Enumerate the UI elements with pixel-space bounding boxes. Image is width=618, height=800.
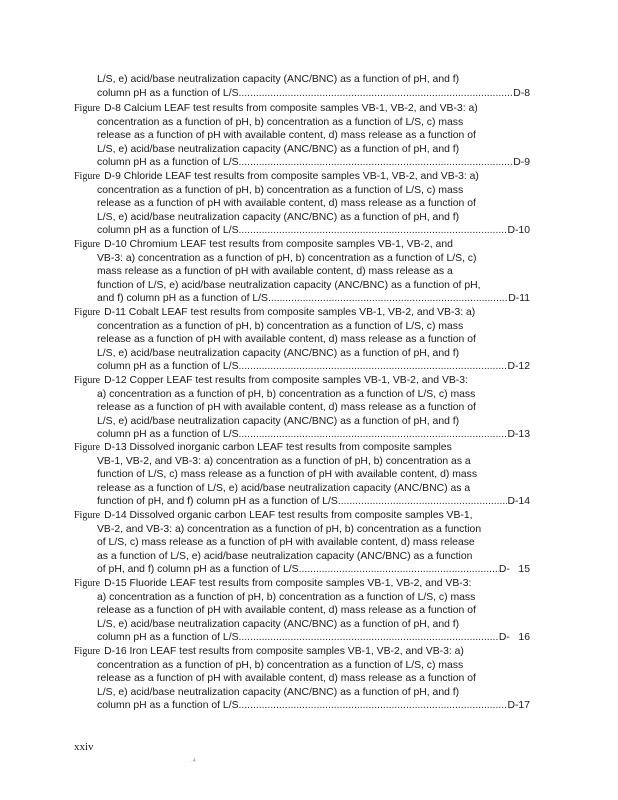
page-ref: D-12 <box>507 361 530 373</box>
toc-entry-line <box>97 415 459 428</box>
toc-entry-line <box>97 292 530 305</box>
toc-entry-text: D-11 Cobalt LEAF test results from composite samples VB-1, VB-2, and VB-3: a) <box>104 307 476 318</box>
dot-leader <box>338 495 508 508</box>
toc-entry-text: VB-3: a) concentration as a function of pH, b) concentration as a function of L/S, c) <box>97 252 477 264</box>
toc-entry-text: L/S, e) acid/base neutralization capacity (ANC/BNC) as a function of pH, and f) <box>97 347 460 359</box>
toc-entry-text: D-9 Chloride LEAF test results from composite samples VB-1, VB-2, and VB-3: a) <box>104 171 479 182</box>
toc-entry-text: concentration as a function of pH, b) concentration as a function of L/S, c) mass <box>97 659 464 671</box>
toc-entry-text: D-16 Iron LEAF test results from composite samples VB-1, VB-2, and VB-3: a) <box>104 646 464 657</box>
toc-entry-line <box>97 659 463 672</box>
toc-entry-line <box>97 550 472 563</box>
toc-entry-line <box>74 170 479 183</box>
toc-entry-text: D-12 Copper LEAF test results from composite samples VB-1, VB-2, and VB-3: <box>104 375 468 386</box>
toc-entry-line <box>97 87 530 100</box>
toc-entry-line <box>97 156 530 169</box>
toc-entry-text: D-10 Chromium LEAF test results from composite samples VB-1, VB-2, and <box>104 239 453 250</box>
footer-mark: . 4 <box>190 758 196 764</box>
page-number-footer: xxiv <box>74 741 94 753</box>
figure-label: Figure <box>74 510 101 521</box>
page-ref: D-11 <box>508 293 530 305</box>
toc-entry-text: D-15 Fluoride LEAF test results from composite samples VB-1, VB-2, and VB-3: <box>104 578 472 589</box>
page-ref: D- 16 <box>498 632 530 644</box>
toc-entry-line <box>74 374 468 387</box>
toc-entry-line <box>74 102 478 115</box>
toc-entry-text: concentration as a function of pH, b) concentration as a function of L/S, c) mass <box>97 184 464 196</box>
page-ref: D- 15 <box>498 564 530 576</box>
toc-entry-text: function of L/S, c) mass release as a function of pH with available content, d) mass <box>97 469 478 481</box>
dot-leader <box>239 224 508 237</box>
toc-entry-line <box>97 129 476 142</box>
toc-entry-text: as a function of L/S, e) acid/base neutralization capacity (ANC/BNC) as a function <box>97 550 473 562</box>
toc-entry-line <box>97 143 459 156</box>
toc-entry-text: a) concentration as a function of pH, b) concentration as a function of L/S, c) mass <box>97 388 476 400</box>
toc-entry-text: release as a function of pH with available content, d) mass release as a function of <box>97 198 476 210</box>
toc-entry-text: column pH as a function of L/S <box>97 361 239 373</box>
toc-entry-text: release as a function of pH with available content, d) mass release as a function of <box>97 673 476 685</box>
toc-entry-line <box>74 306 475 319</box>
toc-entry-text: L/S, e) acid/base neutralization capacity (ANC/BNC) as a function of pH, and f) <box>97 415 460 427</box>
dot-leader <box>268 292 508 305</box>
toc-entry-line <box>74 441 452 454</box>
toc-entry-line <box>97 563 530 576</box>
toc-entry-line <box>97 333 476 346</box>
page-ref: D-14 <box>507 496 530 508</box>
page-ref: D-13 <box>507 429 530 441</box>
toc-entry-text: column pH as a function of L/S <box>97 225 239 237</box>
toc-entry-line <box>74 577 471 590</box>
toc-entry-line <box>97 686 459 699</box>
dot-leader <box>299 563 499 576</box>
toc-entry-line <box>97 604 476 617</box>
toc-entry-line <box>97 347 459 360</box>
toc-entry-text: L/S, e) acid/base neutralization capacity (ANC/BNC) as a function of pH, and f) <box>97 686 460 698</box>
figure-label: Figure <box>74 239 101 250</box>
toc-entry-text: L/S, e) acid/base neutralization capacity (ANC/BNC) as a function of pH, and f) <box>97 143 460 155</box>
toc-entry-line <box>97 252 476 265</box>
toc-entry-line <box>97 468 477 481</box>
toc-entry-line <box>97 523 481 536</box>
toc-entry-text: concentration as a function of pH, b) concentration as a function of L/S, c) mass <box>97 320 464 332</box>
toc-entry-text: mass release as a function of pH with available content, d) mass release as a <box>97 266 453 278</box>
toc-entry-line <box>97 211 459 224</box>
toc-entry-line <box>74 509 473 522</box>
toc-entry-text: VB-1, VB-2, and VB-3: a) concentration as a function of pH, b) concentration as a <box>97 455 471 467</box>
toc-entry-line <box>97 184 463 197</box>
page-ref: D-10 <box>507 225 530 237</box>
toc-entry-line <box>97 265 453 278</box>
toc-entry-text: L/S, e) acid/base neutralization capacity (ANC/BNC) as a function of pH, and f) <box>97 74 460 85</box>
toc-entry-line <box>97 320 463 333</box>
toc-entry-line <box>97 455 471 468</box>
toc-entry-line <box>97 482 470 495</box>
toc-entry-text: D-14 Dissolved organic carbon LEAF test results from composite samples VB-1, <box>104 510 473 521</box>
toc-entry-line <box>97 388 475 401</box>
toc-entry-line <box>97 536 475 549</box>
toc-entry-text: release as a function of pH with available content, d) mass release as a function of <box>97 402 476 414</box>
toc-entry-text: release as a function of pH with available content, d) mass release as a function of <box>97 605 476 617</box>
toc-entry-text: function of pH, and f) column pH as a function of L/S <box>97 496 338 508</box>
dot-leader <box>239 87 514 100</box>
toc-entry-line <box>97 495 530 508</box>
toc-entry-line <box>97 197 476 210</box>
toc-entry-line <box>97 631 530 644</box>
toc-entry-text: VB-2, and VB-3: a) concentration as a function of pH, b) concentration as a function <box>97 523 482 535</box>
toc-entry-line <box>97 73 459 86</box>
dot-leader <box>239 428 508 441</box>
page-ref: D-9 <box>513 157 530 169</box>
page-ref: D-8 <box>513 87 530 99</box>
figure-label: Figure <box>74 646 101 657</box>
figure-label: Figure <box>74 375 101 386</box>
figure-label: Figure <box>74 307 101 318</box>
figure-label: Figure <box>74 578 101 589</box>
toc-entry-text: of L/S, c) mass release as a function of pH with available content, d) mass release <box>97 537 475 549</box>
toc-entry-text: D-8 Calcium LEAF test results from composite samples VB-1, VB-2, and VB-3: a) <box>104 103 478 114</box>
toc-entry-line <box>74 645 464 658</box>
toc-entry-line <box>97 224 530 237</box>
dot-leader <box>239 156 514 169</box>
toc-entry-text: release as a function of pH with available content, d) mass release as a function of <box>97 334 476 346</box>
dot-leader <box>239 360 508 373</box>
toc-entry-text: function of L/S, e) acid/base neutralization capacity (ANC/BNC) as a function of pH, <box>97 279 481 291</box>
figure-label: Figure <box>74 103 101 114</box>
toc-entry-text: concentration as a function of pH, b) concentration as a function of L/S, c) mass <box>97 116 464 128</box>
toc-entry-line <box>97 116 463 129</box>
toc-entry-text: column pH as a function of L/S <box>97 700 239 712</box>
page-ref: D-17 <box>507 700 530 712</box>
dot-leader <box>239 631 499 644</box>
toc-entry-text: L/S, e) acid/base neutralization capacity (ANC/BNC) as a function of pH, and f) <box>97 211 460 223</box>
toc-entry-text: column pH as a function of L/S <box>97 87 239 99</box>
toc-entry-line <box>97 279 481 292</box>
figure-label: Figure <box>74 171 101 182</box>
toc-entry-line <box>97 699 530 712</box>
toc-entry-line <box>74 238 453 251</box>
toc-entry-line <box>97 618 459 631</box>
toc-entry-text: L/S, e) acid/base neutralization capacity (ANC/BNC) as a function of pH, and f) <box>97 618 460 630</box>
toc-entry-text: release as a function of L/S, e) acid/base neutralization capacity (ANC/BNC) as a <box>97 482 471 494</box>
toc-entry-text: column pH as a function of L/S <box>97 632 239 644</box>
toc-entry-line <box>97 428 530 441</box>
toc-entry-text: D-13 Dissolved inorganic carbon LEAF test results from composite samples <box>104 442 452 453</box>
toc-entry-line <box>97 401 476 414</box>
toc-entry-line <box>97 591 475 604</box>
toc-entry-text: column pH as a function of L/S <box>97 157 239 169</box>
figure-label: Figure <box>74 442 101 453</box>
dot-leader <box>239 699 508 712</box>
toc-entry-text: and f) column pH as a function of L/S <box>97 293 268 305</box>
toc-entry-text: release as a function of pH with available content, d) mass release as a function of <box>97 130 476 142</box>
toc-entry-text: a) concentration as a function of pH, b) concentration as a function of L/S, c) mass <box>97 591 476 603</box>
toc-entry-text: of pH, and f) column pH as a function of L/S <box>97 564 299 576</box>
toc-entry-text: column pH as a function of L/S <box>97 429 239 441</box>
toc-entry-line <box>97 672 476 685</box>
toc-entry-line <box>97 360 530 373</box>
